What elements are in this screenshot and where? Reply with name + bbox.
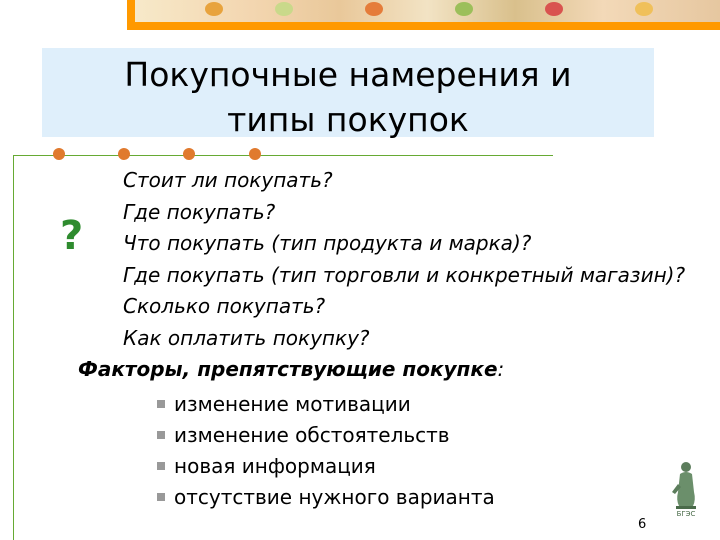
question-item: Что покупать (тип продукта и марка)? bbox=[123, 231, 532, 255]
title-line-1: Покупочные намерения и bbox=[124, 55, 572, 94]
banner-decoration bbox=[455, 2, 473, 16]
factor-text: новая информация bbox=[174, 454, 376, 478]
question-item: Стоит ли покупать? bbox=[123, 168, 333, 192]
title-line-2: типы покупок bbox=[227, 100, 469, 139]
banner-decoration bbox=[275, 2, 293, 16]
decor-dot bbox=[249, 148, 261, 160]
factor-text: изменение мотивации bbox=[174, 392, 411, 416]
vertical-divider bbox=[13, 155, 14, 540]
factors-heading-text: Факторы, препятствующие покупке bbox=[78, 357, 498, 381]
factors-heading bbox=[78, 357, 504, 381]
svg-text:БГЭС: БГЭС bbox=[676, 510, 696, 518]
question-item: Сколько покупать? bbox=[123, 294, 326, 318]
bullet-icon bbox=[157, 431, 165, 439]
banner-decoration bbox=[365, 2, 383, 16]
factors-list bbox=[157, 389, 495, 513]
question-item: Где покупать? bbox=[123, 199, 276, 224]
slide-title bbox=[42, 52, 654, 142]
factor-item bbox=[157, 451, 495, 482]
factor-text: изменение обстоятельств bbox=[174, 423, 450, 447]
question-item: Как оплатить покупку? bbox=[123, 325, 370, 350]
decor-dot bbox=[183, 148, 195, 160]
banner-decoration bbox=[205, 2, 223, 16]
questions-list bbox=[123, 165, 685, 354]
banner-decoration bbox=[635, 2, 653, 16]
decor-dot bbox=[118, 148, 130, 160]
page-number: 6 bbox=[638, 517, 647, 532]
factor-text: отсутствие нужного варианта bbox=[174, 485, 495, 509]
horizontal-divider bbox=[13, 155, 553, 156]
statue-logo-icon bbox=[666, 458, 706, 518]
question-item: Где покупать (тип торговли и конкретный магазин)? bbox=[123, 262, 686, 287]
bullet-icon bbox=[157, 400, 165, 408]
factor-item bbox=[157, 482, 495, 513]
bullet-icon bbox=[157, 462, 165, 470]
decor-dot bbox=[53, 148, 65, 160]
factor-item bbox=[157, 420, 495, 451]
bullet-icon bbox=[157, 493, 165, 501]
banner-decoration bbox=[545, 2, 563, 16]
banner-image bbox=[135, 0, 720, 22]
factor-item bbox=[157, 389, 495, 420]
question-mark: ? bbox=[60, 213, 84, 259]
factors-heading-colon: : bbox=[497, 357, 505, 381]
